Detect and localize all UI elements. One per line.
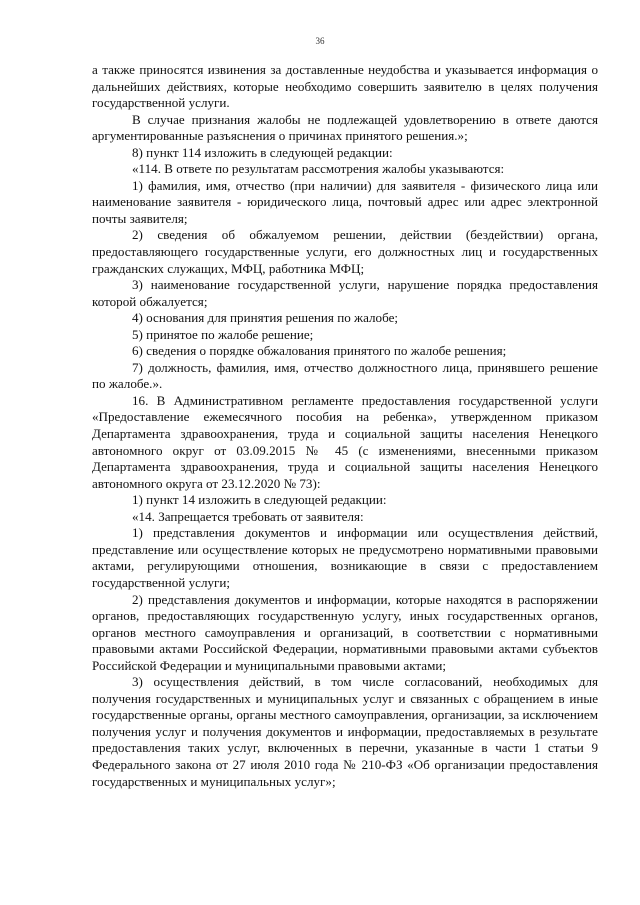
paragraph: 4) основания для принятия решения по жалобе; [132,310,399,326]
paragraph: 16. В Административном регламенте предоставления государственной услуги «Предоставление ежемесячного пособия на ребенка», утвержденном приказом Департамента здравоохранения, труда и социальной защиты населения Ненецкого автономного округ от 03.09.2015 № 45 (с изменениями, внесенными приказом Департамента здравоохранения, труда и социальной защиты населения Ненецкого автономного округа от 23.12.2020 № 73): [92,392,598,491]
page-number: 36 [315,36,325,46]
paragraph: 3) наименование государственной услуги, нарушение порядка предоставления которой обжалуется; [92,277,598,309]
paragraph: 3) осуществления действий, в том числе согласований, необходимых для получения государственных и муниципальных услуг и связанных с обращением в иные государственные органы, органы местного самоуправления, организации, за исключением получения услуг и получения документов и информации, предоставляемых в результате предоставления таких услуг, включенных в перечни, указанные в части 1 статьи 9 Федерального закона от 27 июля 2010 года № 210-ФЗ «Об организации предоставления государственных и муниципальных услуг»; [92,674,598,789]
paragraph: а также приносятся извинения за доставленные неудобства и указывается информация о дальнейших действиях, которые необходимо совершить заявителю в целях получения государственной услуги. [92,62,598,111]
paragraph: 2) представления документов и информации, которые находятся в распоряжении органов, предоставляющих государственную услугу, иных государственных органов, органов местного самоуправления и организаций, в соответствии с нормативными правовыми актами Российской Федерации, нормативными правовыми актами субъектов Российской Федерации и муниципальными правовыми актами; [92,591,598,673]
paragraph: 5) принятое по жалобе решение; [132,326,314,342]
paragraph: «14. Запрещается требовать от заявителя: [132,508,364,524]
paragraph: «114. В ответе по результатам рассмотрения жалобы указываются: [132,161,505,177]
paragraph: В случае признания жалобы не подлежащей удовлетворению в ответе даются аргументированные разъяснения о причинах принятого решения.»; [92,111,598,144]
paragraph: 1) фамилия, имя, отчество (при наличии) для заявителя - физического лица или наименование заявителя - юридического лица, почтовый адрес или адрес электронной почты заявителя; [92,177,598,226]
paragraph: 8) пункт 114 изложить в следующей редакции: [132,144,393,160]
paragraph: 7) должность, фамилия, имя, отчество должностного лица, принявшего решение по жалобе.». [92,359,598,392]
paragraph: 1) пункт 14 изложить в следующей редакции: [132,492,387,508]
paragraph: 1) представления документов и информации или осуществления действий, представление или осуществление которых не предусмотрено нормативными правовыми актами, регулирующими отношения, возникающие в связи с предоставлением государственной услуги; [92,525,598,590]
paragraph: 6) сведения о порядке обжалования принятого по жалобе решения; [132,343,507,359]
document-body [92,62,598,790]
paragraph: 2) сведения об обжалуемом решении, действии (бездействии) органа, предоставляющего государственные услуги, его должностных лиц и государственных гражданских служащих, МФЦ, работника МФЦ; [92,227,598,276]
